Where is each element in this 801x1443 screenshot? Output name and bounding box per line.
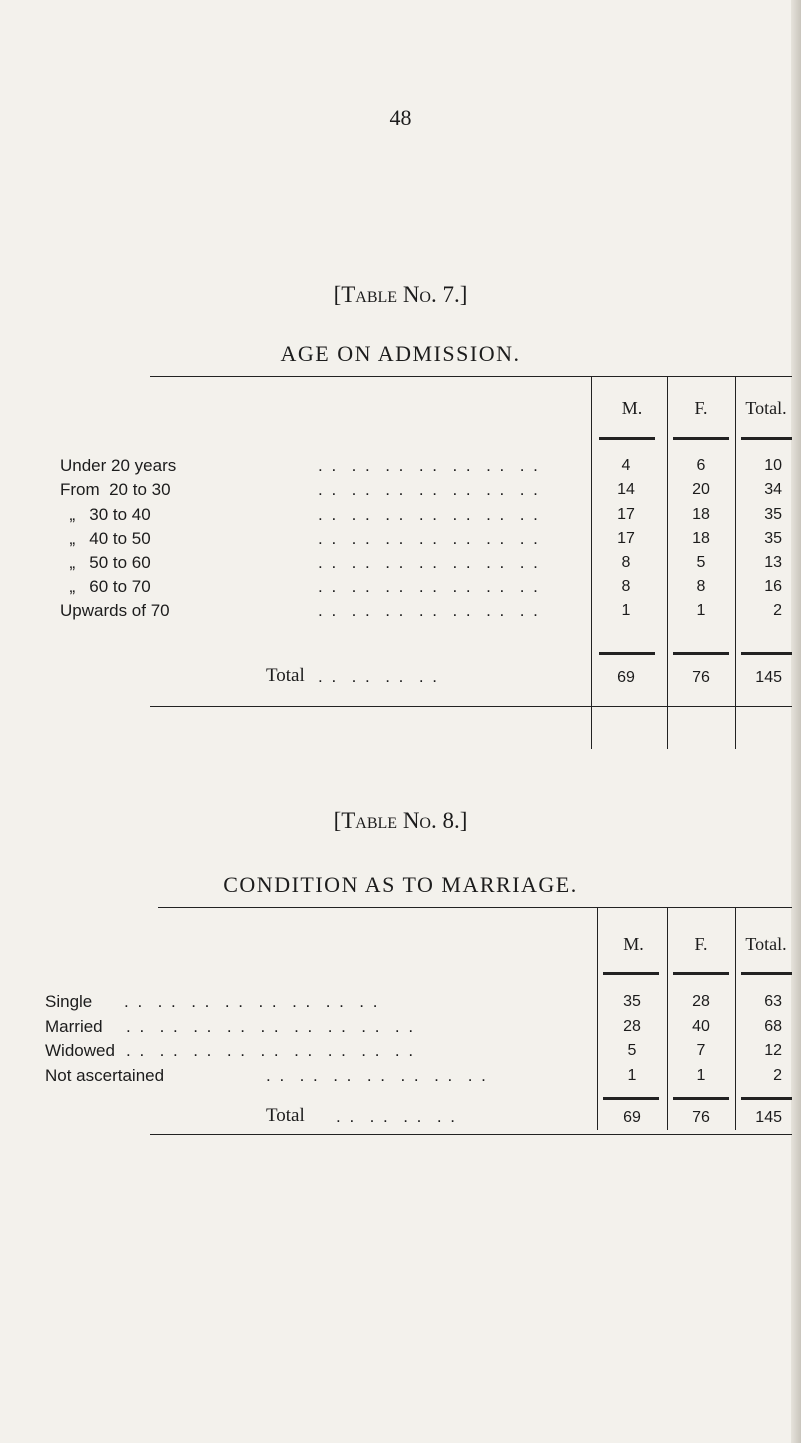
table-8-header-rule-total xyxy=(741,972,792,975)
table-8-cell-m: 1 xyxy=(627,1067,637,1084)
table-7-cell-m: 17 xyxy=(617,530,635,547)
table-7-cell-f: 8 xyxy=(696,578,706,595)
table-7-header-rule-f xyxy=(673,437,729,440)
table-7-row-leader: . . . . . . . . . . . . . . xyxy=(318,577,540,596)
table-8-reference: [Table No. 8.] xyxy=(333,808,468,833)
table-7-cell-f: 1 xyxy=(696,602,706,619)
table-7-row-label: Upwards of 70 xyxy=(60,601,170,620)
table-8-header-rule-f xyxy=(673,972,729,975)
table-8-total-rule-total xyxy=(741,1097,792,1100)
table-7-total-f: 76 xyxy=(692,669,710,686)
table-7-cell-total: 35 xyxy=(764,506,782,523)
table-7-header-m: M. xyxy=(621,398,643,418)
table-8-cell-f: 40 xyxy=(692,1018,710,1035)
table-8-cell-f: 28 xyxy=(692,993,710,1010)
table-7-cell-total: 35 xyxy=(764,530,782,547)
table-7-row-label: „ 60 to 70 xyxy=(60,577,151,596)
table-7-title: AGE ON ADMISSION. xyxy=(280,341,521,366)
table-7-cell-f: 20 xyxy=(692,481,710,498)
table-7-cell-f: 18 xyxy=(692,530,710,547)
table-7-cell-total: 13 xyxy=(764,554,782,571)
table-7-total-m: 69 xyxy=(617,669,635,686)
table-8-cell-m: 35 xyxy=(623,993,641,1010)
table-8-header-m: M. xyxy=(623,934,644,954)
table-7-cell-m: 17 xyxy=(617,506,635,523)
table-8-total-f: 76 xyxy=(692,1109,710,1126)
table-8-row-leader: . . . . . . . . . . . . . . . . . . xyxy=(126,1041,416,1060)
table-7-row-label: „ 50 to 60 xyxy=(60,553,151,572)
page-number: 48 xyxy=(389,105,412,130)
table-7-cell-f: 18 xyxy=(692,506,710,523)
table-8-total-label: Total xyxy=(266,1105,305,1126)
table-7-cell-total: 10 xyxy=(764,457,782,474)
table-8-header-f: F. xyxy=(694,934,708,954)
table-8-row-label: Not ascertained xyxy=(45,1066,165,1085)
table-7-row-leader: . . . . . . . . . . . . . . xyxy=(318,480,540,499)
table-7-reference: [Table No. 7.] xyxy=(333,282,468,307)
table-8-cell-total: 12 xyxy=(764,1042,782,1059)
table-8-row-label: Single xyxy=(45,992,93,1011)
table-7-header-rule-m xyxy=(599,437,655,440)
table-8-total-total: 145 xyxy=(755,1109,782,1126)
table-8-top-rule xyxy=(158,907,792,908)
table-8-row-leader: . . . . . . . . . . . . . . xyxy=(266,1066,488,1085)
table-7-cell-m: 8 xyxy=(621,578,631,595)
table-8-title: CONDITION AS TO MARRIAGE. xyxy=(223,872,578,897)
table-7-cell-m: 14 xyxy=(617,481,635,498)
table-7-header-f: F. xyxy=(694,398,708,418)
table-8-row-label: Widowed xyxy=(45,1041,115,1060)
table-8-cell-f: 7 xyxy=(696,1042,706,1059)
table-7-cell-f: 6 xyxy=(696,457,706,474)
table-7-header-rule-total xyxy=(741,437,792,440)
table-7-total-leader: . . . . . . . . xyxy=(318,667,440,686)
table-7-row-label: From 20 to 30 xyxy=(60,480,171,499)
table-8-row-label: Married xyxy=(45,1017,103,1036)
table-7-row-leader: . . . . . . . . . . . . . . xyxy=(318,601,540,620)
table-8-bottom-rule xyxy=(150,1134,792,1135)
table-8-cell-m: 5 xyxy=(627,1042,637,1059)
table-7-cell-m: 1 xyxy=(621,602,631,619)
table-7-cell-f: 5 xyxy=(696,554,706,571)
table-8-header-total: Total. xyxy=(745,934,787,954)
table-8-cell-total: 2 xyxy=(773,1067,782,1084)
table-7-row-leader: . . . . . . . . . . . . . . xyxy=(318,456,540,475)
table-8-col-divider-1 xyxy=(597,908,598,1130)
table-7-top-rule xyxy=(150,376,792,377)
table-8-header-rule-m xyxy=(603,972,659,975)
table-7-cell-m: 8 xyxy=(621,554,631,571)
table-8-cell-f: 1 xyxy=(696,1067,706,1084)
table-8-total-rule-f xyxy=(673,1097,729,1100)
table-8-total-m: 69 xyxy=(623,1109,641,1126)
table-7-row-leader: . . . . . . . . . . . . . . xyxy=(318,553,540,572)
table-7-total-total: 145 xyxy=(755,669,782,686)
table-8-total-rule-m xyxy=(603,1097,659,1100)
table-8-cell-total: 63 xyxy=(764,993,782,1010)
table-7-cell-total: 34 xyxy=(764,481,782,498)
table-7-total-rule-total xyxy=(741,652,792,655)
table-7-total-rule-f xyxy=(673,652,729,655)
table-7-col-divider-2 xyxy=(667,377,668,749)
table-8-cell-total: 68 xyxy=(764,1018,782,1035)
table-7-cell-m: 4 xyxy=(621,457,631,474)
table-8-row-leader: . . . . . . . . . . . . . . . . xyxy=(124,992,380,1011)
table-8-total-leader: . . . . . . . . xyxy=(336,1107,458,1126)
table-7-col-divider-1 xyxy=(591,377,592,749)
table-8-row-leader: . . . . . . . . . . . . . . . . . . xyxy=(126,1017,416,1036)
page-edge-shadow xyxy=(791,0,801,1443)
table-7-total-label: Total xyxy=(266,665,305,686)
table-7-row-label: „ 30 to 40 xyxy=(60,505,151,524)
table-8-cell-m: 28 xyxy=(623,1018,641,1035)
table-7-bottom-rule xyxy=(150,706,792,707)
table-7-row-leader: . . . . . . . . . . . . . . xyxy=(318,529,540,548)
table-7-cell-total: 16 xyxy=(764,578,782,595)
table-7-row-label: „ 40 to 50 xyxy=(60,529,151,548)
table-7-cell-total: 2 xyxy=(773,602,782,619)
table-7-row-label: Under 20 years xyxy=(60,456,177,475)
table-7-total-rule-m xyxy=(599,652,655,655)
table-7-header-total: Total. xyxy=(745,398,787,418)
table-7-row-leader: . . . . . . . . . . . . . . xyxy=(318,505,540,524)
